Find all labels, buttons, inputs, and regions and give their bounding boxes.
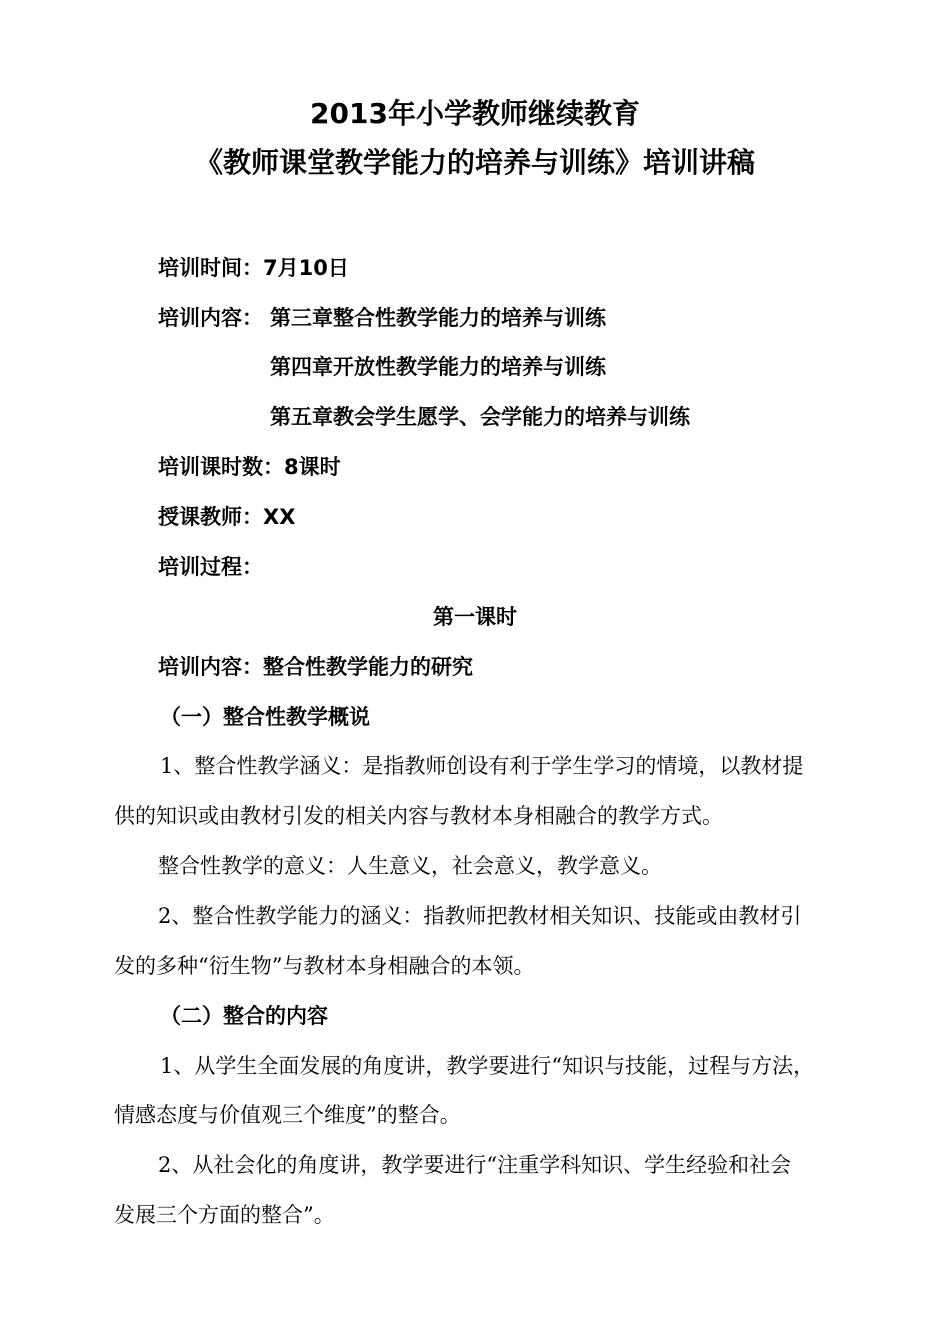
training-content-item-2: 第四章开放性教学能力的培养与训练 <box>270 355 606 379</box>
training-time: 培训时间：7月10日 <box>158 256 349 280</box>
training-hours: 培训课时数：8课时 <box>158 455 341 479</box>
paragraph-1-line-1: 1、整合性教学涵义：是指教师创设有利于学生学习的情境，以教材提 <box>160 754 804 778</box>
paragraph-1-line-2: 供的知识或由教材引发的相关内容与教材本身相融合的教学方式。 <box>114 804 723 828</box>
training-content-item-3: 第五章教会学生愿学、会学能力的培养与训练 <box>270 405 690 429</box>
paragraph-3-line-2: 发的多种“衍生物”与教材本身相融合的本领。 <box>114 954 535 978</box>
lesson-content: 培训内容：整合性教学能力的研究 <box>158 655 473 679</box>
paragraph-3-line-1: 2、整合性教学能力的涵义：指教师把教材相关知识、技能或由教材引 <box>158 904 802 928</box>
paragraph-2: 整合性教学的意义：人生意义，社会意义，教学意义。 <box>158 854 662 878</box>
paragraph-5-line-2: 发展三个方面的整合”。 <box>114 1203 335 1227</box>
training-content-label: 培训内容： <box>158 306 263 330</box>
document-title-line1: 2013年小学教师继续教育 <box>310 97 640 130</box>
training-process-label: 培训过程： <box>158 555 263 579</box>
training-content-item-1: 第三章整合性教学能力的培养与训练 <box>270 306 606 330</box>
document-title-line2: 《教师课堂教学能力的培养与训练》培训讲稿 <box>194 146 755 179</box>
lesson-heading: 第一课时 <box>433 605 517 629</box>
paragraph-5-line-1: 2、从社会化的角度讲，教学要进行“注重学科知识、学生经验和社会 <box>158 1153 792 1177</box>
section-heading-2: （二）整合的内容 <box>160 1004 328 1028</box>
paragraph-4-line-1: 1、从学生全面发展的角度讲，教学要进行“知识与技能，过程与方法， <box>160 1054 815 1078</box>
paragraph-4-line-2: 情感态度与价值观三个维度”的整合。 <box>114 1103 461 1127</box>
training-teacher: 授课教师：XX <box>158 505 296 529</box>
section-heading-1: （一）整合性教学概说 <box>160 705 370 729</box>
